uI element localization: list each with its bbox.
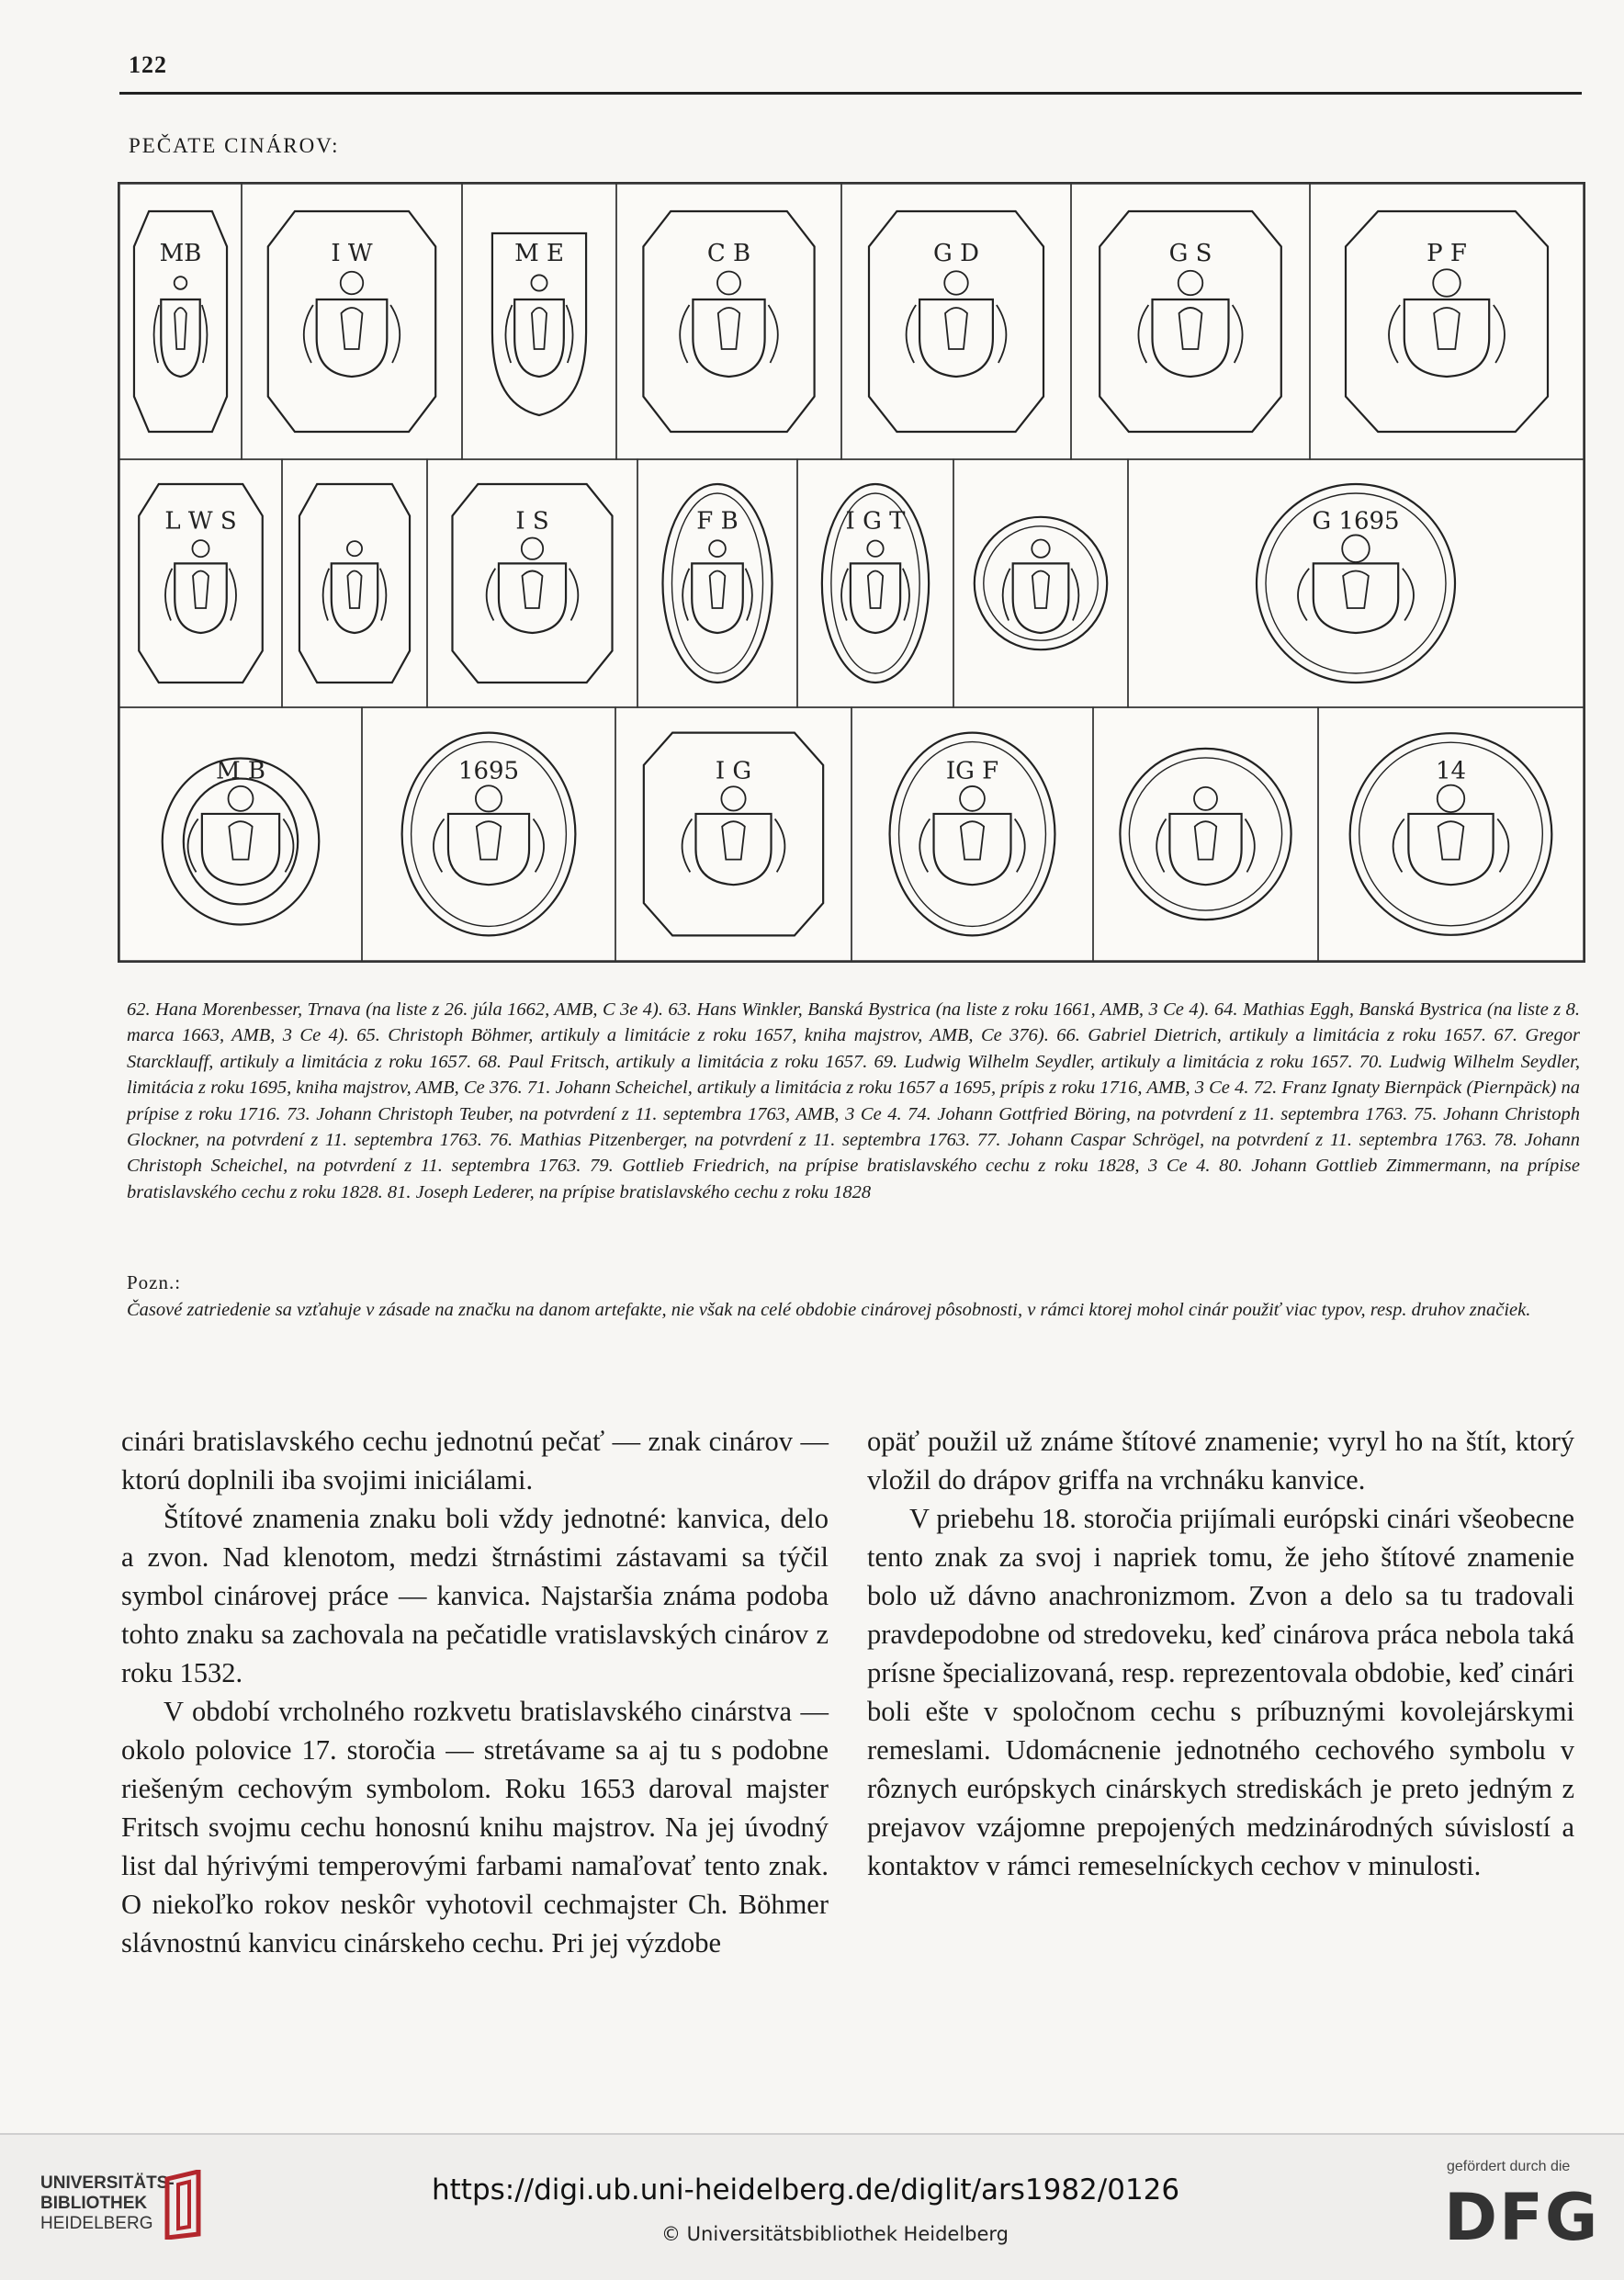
paragraph: cinári bratislavského cechu jednotnú pečať — znak cinárov — ktorú doplnili iba svojimi iniciálami. (121, 1426, 829, 1496)
library-name (40, 2173, 175, 2234)
seal-cell (1071, 184, 1310, 459)
text-column-right (867, 1422, 1574, 1885)
seal-cell (637, 459, 797, 707)
seal-initials: I G (715, 757, 752, 785)
seal-initials: F B (696, 507, 739, 536)
seal-cell (427, 459, 637, 707)
seal-cell (282, 459, 427, 707)
seal-cell (119, 707, 362, 961)
seal-cell (1128, 459, 1584, 707)
seal-initials: M E (514, 240, 564, 267)
seal-cell (242, 184, 462, 459)
seal-cell (462, 184, 616, 459)
library-name-line: UNIVERSITÄTS- (40, 2173, 175, 2193)
seal-cell (119, 184, 242, 459)
seal-cell (797, 459, 953, 707)
dfg-logo: DFG (1444, 2180, 1600, 2255)
seal-cell (841, 184, 1071, 459)
seal-initials: C B (706, 240, 751, 267)
seal-initials: IG F (945, 757, 999, 785)
seal-initials: I W (331, 240, 373, 267)
seal-cell (1093, 707, 1318, 961)
seal-cell (1318, 707, 1584, 961)
paragraph: V období vrcholného rozkvetu bratislavského cinárstva — okolo polovice 17. storočia — stretávame sa aj tu s podobne riešeným cechovým symbolom. Roku 1653 daroval majster Fritsch svojmu cechu honosnú knihu majstrov. Na jej úvodný list dal hýrivými temperovými farbami namaľovať tento znak. O niekoľko rokov neskôr vyhotovil cechmajster Ch. Böhmer slávnostnú kanvicu cinárskeho cechu. Pri jej výzdobe (121, 1696, 829, 1958)
seal-initials: MB (159, 240, 202, 267)
footer-rule (0, 2133, 1624, 2135)
paragraph: V priebehu 18. storočia prijímali európski cinári všeobecne tento znak za svoj i napriek tomu, že jeho štítové znamenie bolo už dávno anachronizmom. Zvon a delo sa tu tradovali pravdepodobne od stredoveku, keď cinárova práca nebola taká prísne špecializovaná, resp. reprezentovala obdobie, keď cinári boli ešte v spoločnom cechu s príbuznými kovolejárskymi remeslami. Udomácnenie jednotného cechového symbolu v rôznych európskych cinárskych strediskách je preto jedným z prejavov vzájomne prepojených medzinárodných súvislostí a kontaktov v rámci remeselníckych cechov v minulosti. (867, 1503, 1574, 1881)
seal-cell (616, 184, 841, 459)
seal-cell (119, 459, 282, 707)
header-rule (119, 92, 1582, 95)
copyright-text: © Universitätsbibliothek Heidelberg (661, 2223, 1009, 2245)
seal-initials: I G T (845, 507, 906, 536)
seal-initials: P F (1427, 240, 1467, 267)
permalink-url[interactable]: https://digi.ub.uni-heidelberg.de/diglit/ars1982/0126 (432, 2173, 1180, 2207)
paragraph: opäť použil už známe štítové znamenie; vyryl ho na štít, ktorý vložil do drápov griffa na vrchnáku kanvice. (867, 1426, 1574, 1496)
section-heading: PEČATE CINÁROV: (129, 134, 340, 157)
seal-initials: M B (216, 757, 265, 785)
footer-bar (0, 2133, 1624, 2280)
note-label: Pozn.: (127, 1271, 182, 1293)
paragraph: Štítové znamenia znaku boli vždy jednotné: kanvica, delo a zvon. Nad klenotom, medzi štrnástimi zástavami sa týčil symbol cinárovej práce — kanvica. Najstaršia známa podoba tohto znaku sa zachovala na pečatidle vratislavských cinárov z roku 1532. (121, 1503, 829, 1688)
note-text: Časové zatriedenie sa vzťahuje v zásade na značku na danom artefakte, nie však na celé obdobie cinárovej pôsobnosti, v rámci ktorej mohol cinár použiť viac typov, resp. druhov značiek. (127, 1300, 1531, 1320)
seal-initials: I S (515, 507, 549, 536)
seal-cell (851, 707, 1093, 961)
seal-initials: 14 (1435, 757, 1467, 785)
seal-initials: G S (1168, 240, 1212, 267)
text-column-left (121, 1422, 829, 1962)
library-logo-icon (162, 2170, 206, 2240)
dfg-funding-label: gefördert durch die (1447, 2159, 1571, 2174)
seal-initials: G 1695 (1312, 507, 1400, 536)
seal-cell (953, 459, 1128, 707)
seal-initials: G D (933, 240, 979, 267)
seal-initials: 1695 (457, 757, 520, 785)
library-name-line: HEIDELBERG (40, 2214, 153, 2233)
seal-cell (362, 707, 615, 961)
figure-caption: 62. Hana Morenbesser, Trnava (na liste z 26. júla 1662, AMB, C 3e 4). 63. Hans Winkler, Banská Bystrica (na liste z roku 1661, AMB, 3 Ce 4). 64. Mathias Eggh, Banská Bystrica (na liste z 8. marca 1663, AMB, 3 Ce 4). 65. Christoph Böhmer, artikuly a limitácie z roku 1657, kniha majstrov, AMB, Ce 376). 66. Gabriel Dietrich, artikuly a limitácia z roku 1657. 67. Gregor Starcklauff, artikuly a limitácia z roku 1657. 68. Paul Fritsch, artikuly a limitácia z roku 1657. 69. Ludwig Wilhelm Seydler, artikuly a limitácia z roku 1657. 70. Ludwig Wilhelm Seydler, limitácia z roku 1695, kniha majstrov, AMB, Ce 376. 71. Johann Scheichel, artikuly a limitácia z roku 1657 a 1695, prípis z roku 1716, AMB, 3 Ce 4. 72. Franz Ignaty Biernpäck (Piernpäck) na prípise z roku 1716. 73. Johann Christoph Teuber, na potvrdení z 11. septembra 1763, AMB, 3 Ce 4. 74. Johann Gottfried Böring, na potvrdení z 11. septembra 1763. 75. Johann Christoph Glockner, na potvrdení z 11. septembra 1763. 76. Mathias Pitzenberger, na potvrdení z 11. septembra 1763. 77. Johann Caspar Schrögel, na potvrdení z 11. septembra 1763. 78. Johann Christoph Scheichel, na potvrdení z 11. septembra 1763. 79. Gottlieb Friedrich, na prípise bratislavského cechu z roku 1828, 3 Ce 4. 80. Johann Gottlieb Zimmermann, na prípise bratislavského cechu z roku 1828. 81. Joseph Lederer, na prípise bratislavského cechu z roku 1828 (127, 999, 1580, 1202)
seal-cell (615, 707, 851, 961)
seal-figure (118, 182, 1585, 963)
library-name-line: BIBLIOTHEK (40, 2194, 148, 2213)
seal-drawings (119, 184, 1584, 961)
seal-cell (1310, 184, 1584, 459)
page-number: 122 (129, 51, 167, 78)
seal-initials: L W S (164, 507, 237, 536)
